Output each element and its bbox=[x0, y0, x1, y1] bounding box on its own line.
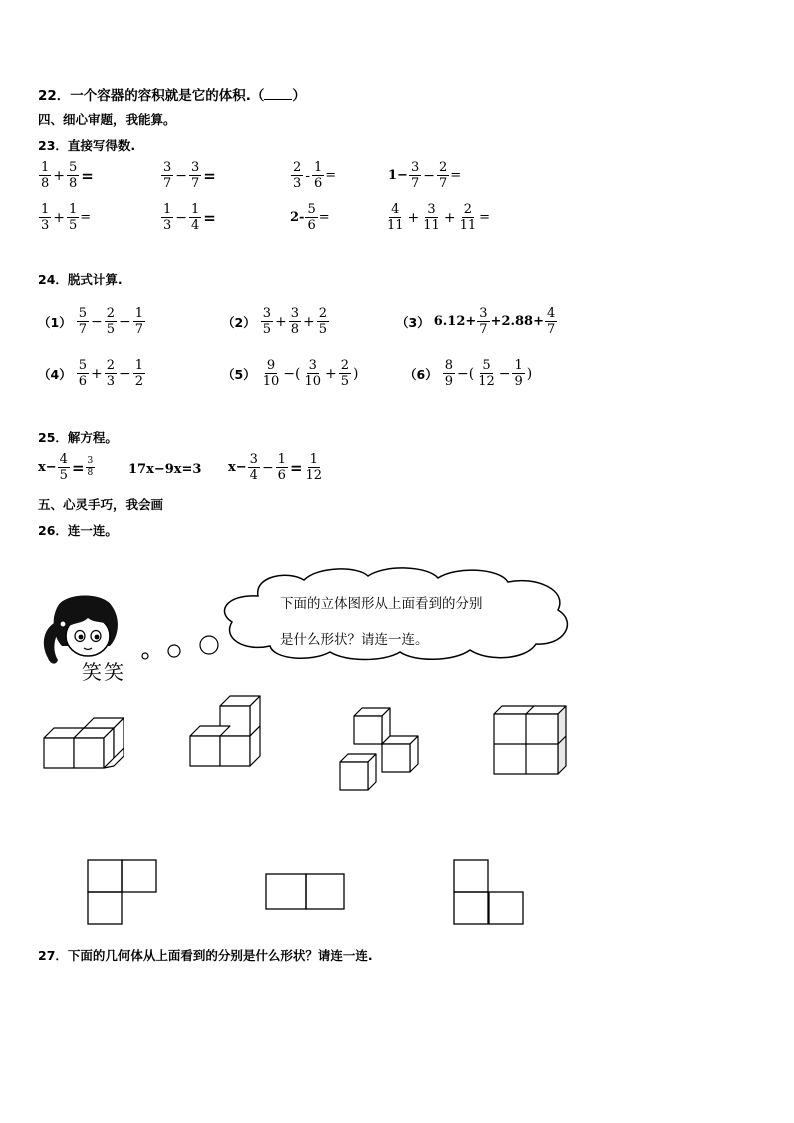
fraction: $\frac{1}{4}$ bbox=[191, 202, 200, 233]
q24-p3: （3） 6.12+ $\frac{3}{7}$ +2.88+ $\frac{4}{7}$ bbox=[396, 306, 556, 337]
q22-text: 22．一个容器的容积就是它的体积.（ bbox=[38, 88, 265, 104]
fraction: $\frac{1}{12}$ bbox=[305, 452, 323, 483]
top-view-3 bbox=[452, 858, 526, 926]
q25-e3: x− $\frac{3}{4}$ − $\frac{1}{6}$ = $\frac{1}{12}$ bbox=[228, 452, 323, 483]
q25-e2: 17x−9x=3 bbox=[128, 462, 202, 477]
fraction: $\frac{3}{8}$ bbox=[290, 306, 299, 337]
solid-figure-2 bbox=[186, 694, 266, 770]
question-25-title: 25．解方程。 bbox=[38, 430, 118, 445]
fraction: $\frac{3}{7}$ bbox=[191, 160, 200, 191]
fraction: $\frac{3}{8}$ bbox=[87, 456, 94, 478]
q23-b4: $\frac{4}{11}$ + $\frac{3}{11}$ + $\frac{2}{11}$ = bbox=[387, 202, 491, 233]
section-4-heading: 四、细心审题，我能算。 bbox=[38, 112, 176, 127]
fraction: $\frac{4}{5}$ bbox=[59, 452, 68, 483]
fraction: $\frac{2}{3}$ bbox=[106, 358, 115, 389]
q24-p5: （5） $\frac{9}{10}$ −( $\frac{3}{10}$ + $\frac{2}{5}$ ) bbox=[222, 358, 359, 389]
fraction: $\frac{3}{11}$ bbox=[423, 202, 440, 233]
thought-bubbles bbox=[138, 630, 222, 664]
question-22 bbox=[38, 84, 306, 104]
fraction: $\frac{2}{5}$ bbox=[340, 358, 350, 389]
fraction: $\frac{5}{6}$ bbox=[307, 202, 316, 233]
question-26-title: 26．连一连。 bbox=[38, 523, 118, 538]
q24-p4: （4） $\frac{5}{6}$ + $\frac{2}{3}$ − $\frac{1}{2}$ bbox=[38, 358, 144, 389]
fraction: $\frac{1}{2}$ bbox=[134, 358, 144, 389]
question-27: 27．下面的几何体从上面看到的分别是什么形状？请连一连. bbox=[38, 948, 373, 963]
fraction: $\frac{1}{6}$ bbox=[314, 160, 323, 191]
fraction: $\frac{3}{7}$ bbox=[479, 306, 488, 337]
q23-b1: $\frac{1}{3}$ + $\frac{1}{5}$ = bbox=[41, 202, 92, 233]
fraction: $\frac{3}{10}$ bbox=[304, 358, 321, 389]
fraction: $\frac{1}{3}$ bbox=[41, 202, 50, 233]
q23-a4: 1− $\frac{3}{7}$ − $\frac{2}{7}$ = bbox=[388, 160, 462, 191]
q23-a3: $\frac{2}{3}$ - $\frac{1}{6}$ = bbox=[293, 160, 337, 191]
girl-name-label: 笑笑 bbox=[82, 660, 126, 684]
fraction: $\frac{1}{3}$ bbox=[163, 202, 172, 233]
q22-close: ） bbox=[292, 88, 306, 104]
fraction: $\frac{5}{12}$ bbox=[478, 358, 495, 389]
q23-a1: $\frac{1}{8}$ + $\frac{5}{8}$ = bbox=[41, 160, 94, 191]
fraction: $\frac{2}{5}$ bbox=[106, 306, 115, 337]
cloud-line-2: 是什么形状？请连一连。 bbox=[280, 632, 429, 648]
fraction: $\frac{2}{3}$ bbox=[293, 160, 302, 191]
q24-p6: （6） $\frac{8}{9}$ −( $\frac{5}{12}$ − $\frac{1}{9}$ ) bbox=[404, 358, 533, 389]
fraction: $\frac{3}{4}$ bbox=[249, 452, 258, 483]
fraction: $\frac{8}{9}$ bbox=[444, 358, 453, 389]
fraction: $\frac{2}{5}$ bbox=[318, 306, 328, 337]
fraction: $\frac{4}{7}$ bbox=[547, 306, 556, 337]
solid-figure-3 bbox=[336, 704, 428, 792]
q23-b2: $\frac{1}{3}$ − $\frac{1}{4}$ = bbox=[163, 202, 216, 233]
q25-e1: x− $\frac{4}{5}$ = $\frac{3}{8}$ bbox=[38, 452, 94, 483]
q23-a2: $\frac{3}{7}$ − $\frac{3}{7}$ = bbox=[163, 160, 216, 191]
fraction: $\frac{1}{7}$ bbox=[134, 306, 144, 337]
fraction: $\frac{5}{8}$ bbox=[69, 160, 78, 191]
fraction: $\frac{2}{7}$ bbox=[438, 160, 448, 191]
fraction: $\frac{4}{11}$ bbox=[387, 202, 404, 233]
fraction: $\frac{1}{8}$ bbox=[41, 160, 50, 191]
fraction: $\frac{1}{9}$ bbox=[514, 358, 523, 389]
top-view-2 bbox=[264, 872, 348, 912]
fraction: $\frac{1}{6}$ bbox=[277, 452, 286, 483]
solid-figure-1 bbox=[40, 710, 124, 772]
q24-p2: （2） $\frac{3}{5}$ + $\frac{3}{8}$ + $\frac{2}{5}$ bbox=[222, 306, 328, 337]
cloud-line-1: 下面的立体图形从上面看到的分别 bbox=[280, 596, 483, 612]
solid-figure-4 bbox=[490, 704, 570, 776]
q24-p1: （1） $\frac{5}{7}$ − $\frac{2}{5}$ − $\frac{1}{7}$ bbox=[38, 306, 144, 337]
question-24-title: 24．脱式计算. bbox=[38, 272, 123, 287]
fraction: $\frac{5}{7}$ bbox=[78, 306, 87, 337]
fraction: $\frac{3}{5}$ bbox=[262, 306, 271, 337]
fraction: $\frac{1}{5}$ bbox=[69, 202, 78, 233]
answer-blank[interactable] bbox=[264, 87, 292, 100]
fraction: $\frac{2}{11}$ bbox=[459, 202, 477, 233]
fraction: $\frac{3}{7}$ bbox=[163, 160, 172, 191]
fraction: $\frac{5}{6}$ bbox=[78, 358, 87, 389]
top-view-1 bbox=[86, 858, 158, 926]
q23-b3: 2- $\frac{5}{6}$ = bbox=[290, 202, 330, 233]
question-23-title: 23．直接写得数. bbox=[38, 138, 136, 153]
section-5-heading: 五、心灵手巧，我会画 bbox=[38, 497, 164, 512]
fraction: $\frac{9}{10}$ bbox=[262, 358, 280, 389]
fraction: $\frac{3}{7}$ bbox=[410, 160, 420, 191]
